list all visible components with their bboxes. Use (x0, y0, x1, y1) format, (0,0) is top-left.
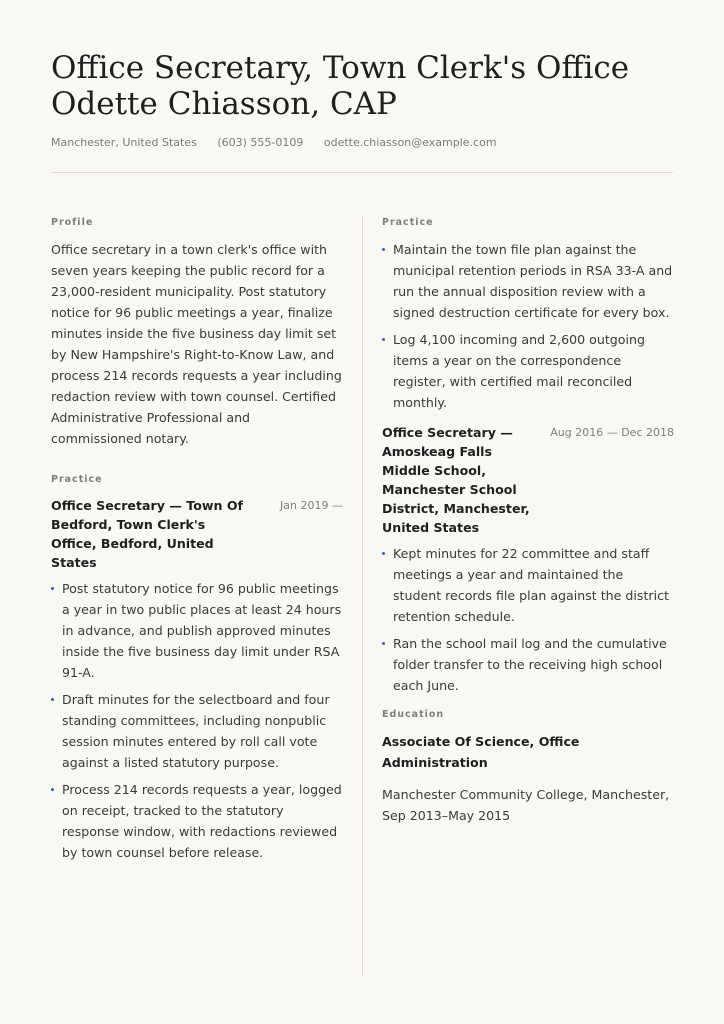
bullet-dot (382, 338, 385, 341)
job-date: Aug 2016 — Dec 2018 (550, 426, 674, 439)
bullet-text: Post statutory notice for 96 public meetings a year in two public places at least 24 hours in advance, and publish approved minutes inside the five business day limit under RSA 91-A. (62, 581, 342, 680)
section-label-practice-continued: Practice (382, 217, 434, 228)
contact-line (51, 136, 514, 149)
page-title (51, 50, 691, 122)
list-item (382, 543, 674, 627)
title-line-role: Office Secretary, Town Clerk's Office (51, 50, 630, 86)
bullet-dot (382, 642, 385, 645)
bullet-text: Kept minutes for 22 committee and staff meetings a year and maintained the student records file plan against the district retention schedule. (393, 546, 669, 624)
section-label-profile: Profile (51, 217, 94, 228)
contact-location: Manchester, United States (51, 136, 197, 149)
bullet-text: Ran the school mail log and the cumulative folder transfer to the receiving high school each June. (393, 636, 667, 693)
bullet-text: Draft minutes for the selectboard and four standing committees, including nonpublic session minutes entered by roll call vote against a listed statutory purpose. (62, 692, 330, 770)
job-bullets (382, 543, 674, 696)
list-item (51, 779, 343, 863)
list-item (382, 239, 674, 323)
profile-text: Office secretary in a town clerk's office with seven years keeping the public record for a 23,000-resident municipality. Post statutory notice for 96 public meetings a year, finalize minutes inside the five business day limit set by New Hampshire's Right-to-Know Law, and process 214 records requests a year including redaction review with town counsel. Certified Administrative Professional and commissioned notary. (51, 242, 342, 446)
bullet-dot (382, 552, 385, 555)
job-bullets-continued (382, 239, 674, 413)
column-divider (362, 216, 363, 976)
job-entry (382, 423, 674, 696)
bullet-dot (51, 698, 54, 701)
left-column (51, 216, 343, 869)
job-date: Jan 2019 — (280, 499, 343, 512)
bullet-dot (51, 587, 54, 590)
section-label-practice: Practice (51, 474, 103, 485)
contact-phone: (603) 555-0109 (217, 136, 304, 149)
education-degree: Associate Of Science, Office Administration (382, 734, 580, 770)
header-divider (51, 172, 673, 173)
contact-email: odette.chiasson@example.com (323, 136, 497, 149)
title-line-name: Odette Chiasson, CAP (51, 86, 397, 122)
job-header (382, 423, 674, 537)
job-bullets (51, 578, 343, 863)
bullet-text: Log 4,100 incoming and 2,600 outgoing items a year on the correspondence register, with certified mail reconciled monthly. (393, 332, 645, 410)
list-item (51, 689, 343, 773)
list-item (382, 329, 674, 413)
education-school: Manchester Community College, Manchester, Sep 2013–May 2015 (382, 787, 670, 823)
job-header (51, 496, 343, 572)
bullet-text: Process 214 records requests a year, logged on receipt, tracked to the statutory response window, with redactions reviewed by town counsel before release. (62, 782, 342, 860)
list-item (382, 633, 674, 696)
right-column (382, 216, 674, 826)
bullet-text: Maintain the town file plan against the municipal retention periods in RSA 33-A and run the annual disposition review with a signed destruction certificate for every box. (393, 242, 673, 320)
job-title: Office Secretary — Amoskeag Falls Middle School, Manchester School District, Manchester, United States (382, 425, 530, 535)
job-title: Office Secretary — Town Of Bedford, Town Clerk's Office, Bedford, United States (51, 498, 244, 570)
bullet-dot (382, 248, 385, 251)
section-label-education: Education (382, 709, 445, 720)
job-entry (51, 496, 343, 863)
bullet-dot (51, 788, 54, 791)
list-item (51, 578, 343, 683)
